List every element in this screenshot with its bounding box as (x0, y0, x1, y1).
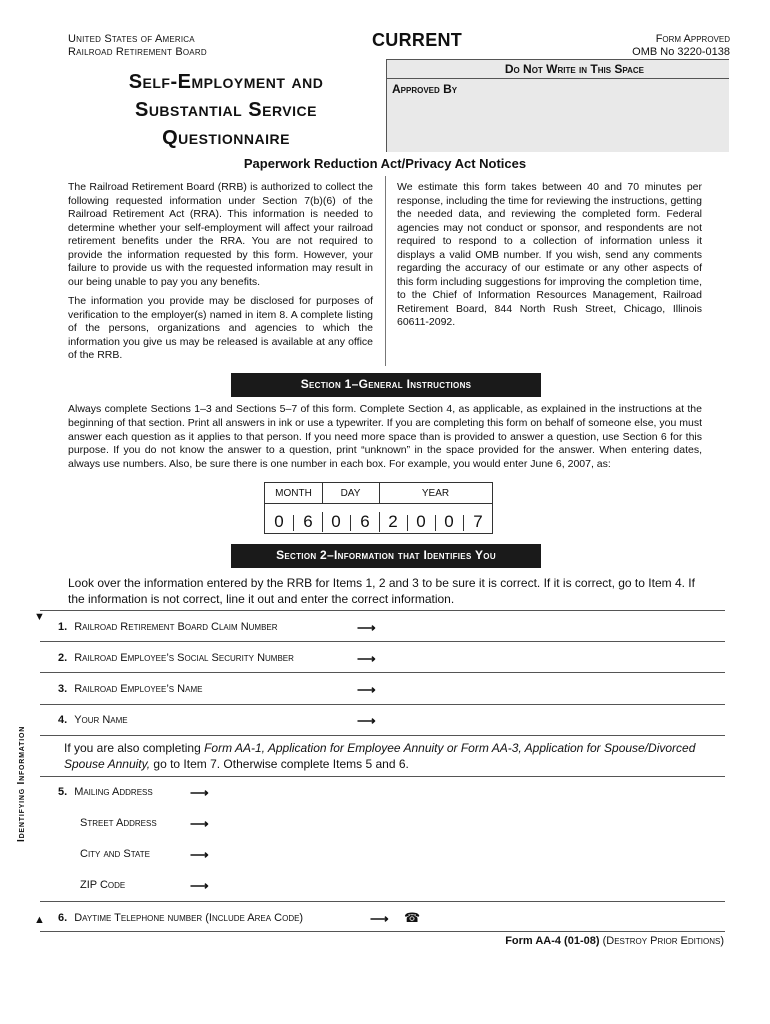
year-label: YEAR (379, 483, 492, 504)
arrow-icon: ⟶ (370, 911, 387, 926)
month-label: MONTH (265, 483, 322, 504)
zip-code-field[interactable] (225, 871, 722, 899)
arrow-icon: ⟶ (190, 816, 207, 831)
date-digit: 6 (303, 512, 313, 531)
date-example (264, 482, 493, 534)
section-2-heading: Section 2–Information that Identifies You (231, 544, 541, 568)
title-line-1: Self-Employment and (128, 71, 324, 93)
omb-number: OMB No 3220-0138 (632, 46, 730, 58)
item-4-number: 4. (58, 714, 68, 726)
date-digit: 7 (473, 512, 483, 531)
city-state-field[interactable] (225, 840, 722, 868)
ssn-field[interactable] (392, 643, 722, 671)
sidebar-label: Identifying Information (16, 725, 27, 842)
form-approval (632, 33, 730, 59)
privacy-paragraph-1: The Railroad Retirement Board (RRB) is authorized to collect the following requested information under Section 7(b)(6) of the Railroad Retirement Act (RRA). This information is needed to determine whether your self-employment will affect your railroad retirement benefits under the RRA. You are not required to provide the information requested by this form. However, your failure to provide us with the requested information may result in our being unable to pay you any benefits. (68, 181, 373, 288)
date-digit: 0 (444, 512, 454, 531)
aa1-aa3-note (64, 740, 704, 772)
street-address-label: Street Address (80, 817, 157, 829)
privacy-right-column (397, 181, 702, 330)
section-start-marker-icon: ▼ (34, 611, 45, 623)
date-digit: 0 (331, 512, 341, 531)
form-id: Form AA-4 (01-08) (505, 935, 600, 947)
item-3-number: 3. (58, 683, 68, 695)
burden-paragraph: We estimate this form takes between 40 and 70 minutes per response, including the time for reviewing the instructions, getting the needed data, and reviewing the completed form. Federal agencies may not conduct or sponsor, and respondents are not required to respond to a collection of information unless it displays a valid OMB number. If you wish, send any comments regarding the accuracy of our estimate or any other aspects of this form including suggestions for improving the completion time, to the Chief of Information Resources Management, Railroad Retirement Board, 844 North Rush Street, Chicago, Illinois 60611-2092. (397, 181, 702, 328)
row-divider (40, 704, 725, 705)
arrow-icon: ⟶ (190, 878, 207, 893)
approved-by-label: Approved By (392, 82, 458, 96)
note-text-start: If you are also completing (64, 741, 205, 755)
edition-note: (Destroy Prior Editions) (602, 935, 724, 947)
row-divider (40, 672, 725, 673)
row-divider (40, 641, 725, 642)
item-2-label: Railroad Employee’s Social Security Number (74, 652, 294, 664)
form-approved-label: Form Approved (655, 33, 730, 45)
privacy-notice-title: Paperwork Reduction Act/Privacy Act Notices (243, 156, 527, 171)
office-use-box (386, 59, 729, 152)
date-digit: 2 (388, 512, 398, 531)
section-1-heading: Section 1–General Instructions (231, 373, 541, 397)
form-footer (505, 935, 724, 947)
agency-name (68, 33, 207, 59)
row-divider (40, 610, 725, 611)
mailing-address-field[interactable] (225, 778, 722, 806)
note-text-end: go to Item 7. Otherwise complete Items 5 and 6. (150, 757, 409, 771)
date-digit: 0 (274, 512, 284, 531)
your-name-field[interactable] (392, 706, 722, 734)
date-digit: 0 (416, 512, 426, 531)
title-line-3: Questionnaire (162, 127, 290, 149)
title-line-2: Substantial Service (134, 99, 317, 121)
section-end-marker-icon: ▲ (34, 914, 45, 926)
claim-number-field[interactable] (392, 612, 722, 640)
arrow-icon: ⟶ (357, 620, 374, 635)
arrow-icon: ⟶ (357, 713, 374, 728)
date-digit: 6 (360, 512, 370, 531)
date-separator (322, 483, 323, 504)
item-6-number: 6. (58, 912, 68, 924)
street-address-field[interactable] (225, 809, 722, 837)
arrow-icon: ⟶ (190, 847, 207, 862)
form-status: CURRENT (372, 30, 463, 50)
item-1-number: 1. (58, 621, 68, 633)
item-2-number: 2. (58, 652, 68, 664)
date-separator (379, 483, 380, 504)
item-6-label: Daytime Telephone number (Include Area Code) (74, 912, 304, 924)
arrow-icon: ⟶ (357, 651, 374, 666)
section-2-intro: Look over the information entered by the RRB for Items 1, 2 and 3 to be sure it is correct. If it is correct, go to Item 4. If the information is not correct, line it out and enter the correct information. (68, 576, 695, 606)
item-5-number: 5. (58, 786, 68, 798)
privacy-paragraph-2: The information you provide may be disclosed for purposes of verification to the employer(s) named in item 8. A complete listing of the persons, organizations and agencies to which the information you give us may be released is available at any office of the RRB. (68, 295, 373, 361)
telephone-field[interactable] (425, 904, 722, 932)
row-divider (40, 901, 725, 902)
item-1-claim-number (58, 621, 278, 633)
arrow-icon: ⟶ (357, 682, 374, 697)
row-divider (40, 931, 725, 932)
office-use-heading: Do Not Write in This Space (387, 60, 729, 79)
item-4-your-name (58, 714, 128, 726)
zip-code-label: ZIP Code (80, 879, 126, 891)
arrow-icon: ⟶ (190, 785, 207, 800)
item-2-ssn (58, 652, 294, 664)
employee-name-field[interactable] (392, 674, 722, 702)
column-divider (385, 176, 386, 366)
row-divider (40, 735, 725, 736)
item-5-mailing-address (58, 786, 153, 798)
day-label: DAY (322, 483, 379, 504)
item-1-label: Railroad Retirement Board Claim Number (74, 621, 278, 633)
page-title (86, 68, 366, 152)
agency-line-1: United States of America (68, 33, 195, 45)
agency-line-2: Railroad Retirement Board (68, 46, 207, 58)
identifying-information-sidebar (16, 690, 36, 842)
item-3-employee-name (58, 683, 202, 695)
city-state-label: City and State (80, 848, 150, 860)
telephone-icon: ☎ (404, 910, 421, 925)
general-instructions: Always complete Sections 1–3 and Sections 5–7 of this form. Complete Section 4, as applicable, as explained in the instructions at the beginning of that section. Print all answers in ink or use a typewriter. If you are completing this form on behalf of someone else, you must answer each question as it applies to that person. If you need more space than is provided to answer a question, use Section 6 for this purpose. If you do not know the answer to a question, print “unknown” in the space provided for the answer. When entering dates, always use numbers. Also, be sure there is one number in each box. For example, you would enter June 6, 2007, as: (68, 403, 702, 471)
item-6-telephone (58, 912, 303, 924)
item-4-label: Your Name (74, 714, 128, 726)
item-3-label: Railroad Employee’s Name (74, 683, 203, 695)
item-5-label: Mailing Address (74, 786, 153, 798)
row-divider (40, 776, 725, 777)
privacy-left-column (68, 181, 373, 363)
note-form-references: Form AA-1, Application for Employee Annuity or Form AA-3, Application for Spouse/Divorced Spouse Annuity, (64, 741, 696, 771)
